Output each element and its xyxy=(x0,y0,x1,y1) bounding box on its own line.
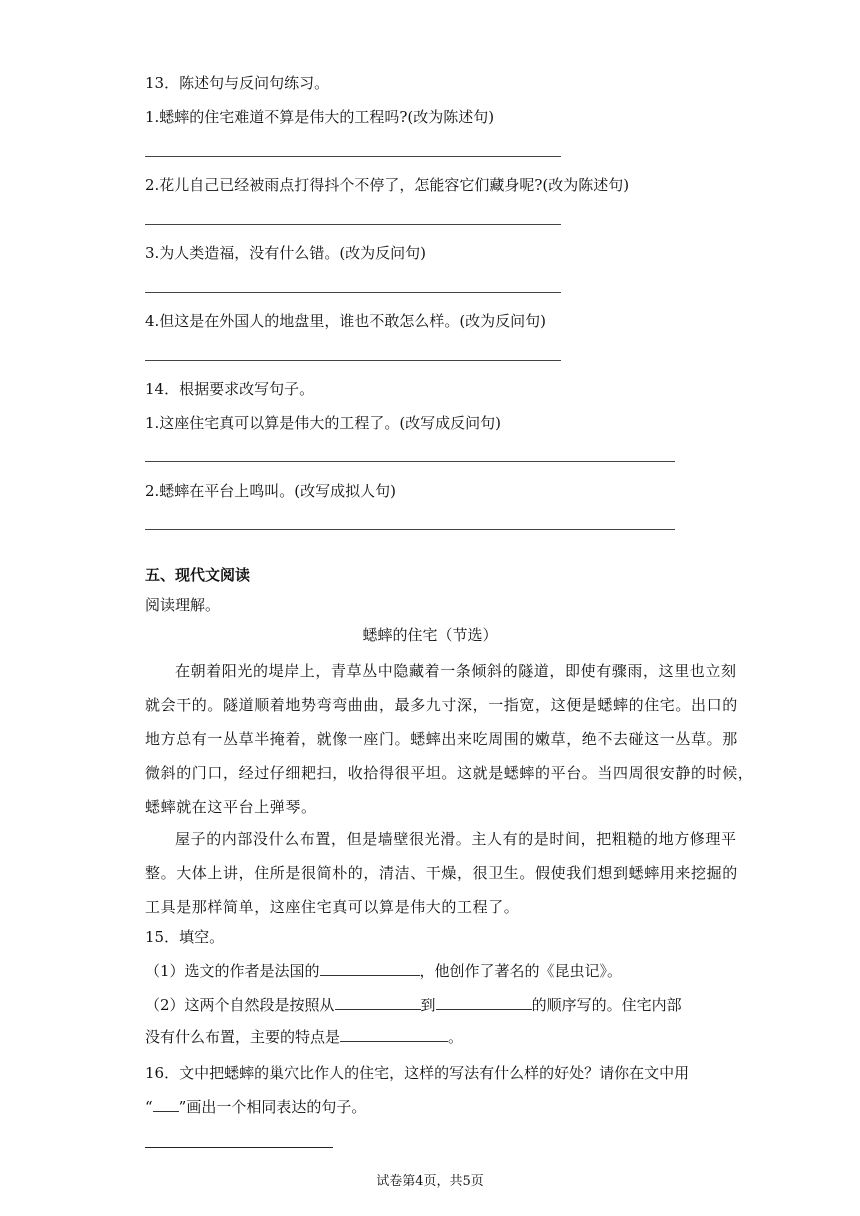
question-13-item-4: 4.但这是在外国人的地盘里，谁也不敢怎么样。(改为反问句) xyxy=(145,312,547,330)
fill-blank[interactable] xyxy=(335,995,421,1010)
page-footer: 试卷第4页，共5页 xyxy=(376,1174,484,1189)
reading-label: 阅读理解。 xyxy=(145,596,221,614)
answer-line xyxy=(145,529,675,530)
fill-blank[interactable] xyxy=(320,961,420,976)
passage-line: 工具是那样简单，这座住宅真可以算是伟大的工程了。 xyxy=(145,898,520,916)
question-text: （1）选文的作者是法国的 xyxy=(145,962,320,980)
question-text: ”画出一个相同表达的句子。 xyxy=(178,1098,367,1116)
question-16-line-1: 16．文中把蟋蟀的巢穴比作人的住宅，这样的写法有什么样的好处？请你在文中用 xyxy=(145,1064,690,1082)
fill-blank[interactable] xyxy=(436,995,532,1010)
question-14-heading: 14．根据要求改写句子。 xyxy=(145,380,315,398)
question-text: 的顺序写的。住宅内部 xyxy=(531,996,682,1014)
question-16-line-2 xyxy=(145,1096,366,1117)
passage-line: 整。大体上讲，住所是很简朴的，清洁、干燥，很卫生。假使我们想到蟋蟀用来挖掘的 xyxy=(145,864,738,882)
passage-line: 微斜的门口，经过仔细耙扫，收拾得很平坦。这就是蟋蟀的平台。当四周很安静的时候， xyxy=(145,764,754,782)
answer-line xyxy=(145,461,675,462)
question-13-heading: 13．陈述句与反问句练习。 xyxy=(145,74,330,92)
passage-line: 就会干的。隧道顺着地势弯弯曲曲，最多九寸深，一指宽，这便是蟋蟀的住宅。出口的 xyxy=(145,696,738,714)
question-text: 。 xyxy=(448,1028,464,1046)
fill-blank[interactable] xyxy=(340,1027,448,1042)
question-text: （2）这两个自然段是按照从 xyxy=(145,996,335,1014)
question-13-item-2: 2.花儿自己已经被雨点打得抖个不停了，怎能容它们藏身呢?(改为陈述句) xyxy=(145,176,630,194)
question-15-sub-2 xyxy=(145,994,682,1015)
passage-paragraph-1 xyxy=(145,654,754,824)
question-15-heading: 15．填空。 xyxy=(145,928,225,946)
question-15-sub-1 xyxy=(145,960,622,981)
question-text: 到 xyxy=(420,996,436,1014)
question-13-item-3: 3.为人类造福，没有什么错。(改为反问句) xyxy=(145,244,427,262)
answer-line xyxy=(145,224,561,225)
section-title: 五、现代文阅读 xyxy=(145,566,251,584)
answer-line xyxy=(145,156,561,157)
passage-line: 地方总有一丛草半掩着，就像一座门。蟋蟀出来吃周围的嫩草，绝不去碰这一丛草。那 xyxy=(145,730,738,748)
question-text: ，他创作了著名的《昆虫记》。 xyxy=(419,962,623,980)
question-14-item-1: 1.这座住宅真可以算是伟大的工程了。(改写成反问句) xyxy=(145,414,502,432)
passage-line: 蟋蟀就在这平台上弹琴。 xyxy=(145,798,317,816)
answer-line xyxy=(145,360,561,361)
passage-line: 在朝着阳光的堤岸上，青草丛中隐藏着一条倾斜的隧道，即使有骤雨，这里也立刻 xyxy=(175,662,737,680)
passage-line: 屋子的内部没什么布置，但是墙壁很光滑。主人有的是时间，把粗糙的地方修理平 xyxy=(175,830,737,848)
fill-blank xyxy=(153,1097,179,1112)
question-text: 没有什么布置，主要的特点是 xyxy=(145,1028,341,1046)
question-14-item-2: 2.蟋蟀在平台上鸣叫。(改写成拟人句) xyxy=(145,482,397,500)
passage-title: 蟋蟀的住宅（节选） xyxy=(362,626,498,644)
question-15-sub-2-cont xyxy=(145,1026,463,1047)
question-13-item-1: 1.蟋蟀的住宅难道不算是伟大的工程吗?(改为陈述句) xyxy=(145,108,495,126)
question-text: “ xyxy=(145,1098,153,1116)
answer-line xyxy=(145,1147,333,1148)
passage-paragraph-2 xyxy=(145,822,738,924)
answer-line xyxy=(145,292,561,293)
